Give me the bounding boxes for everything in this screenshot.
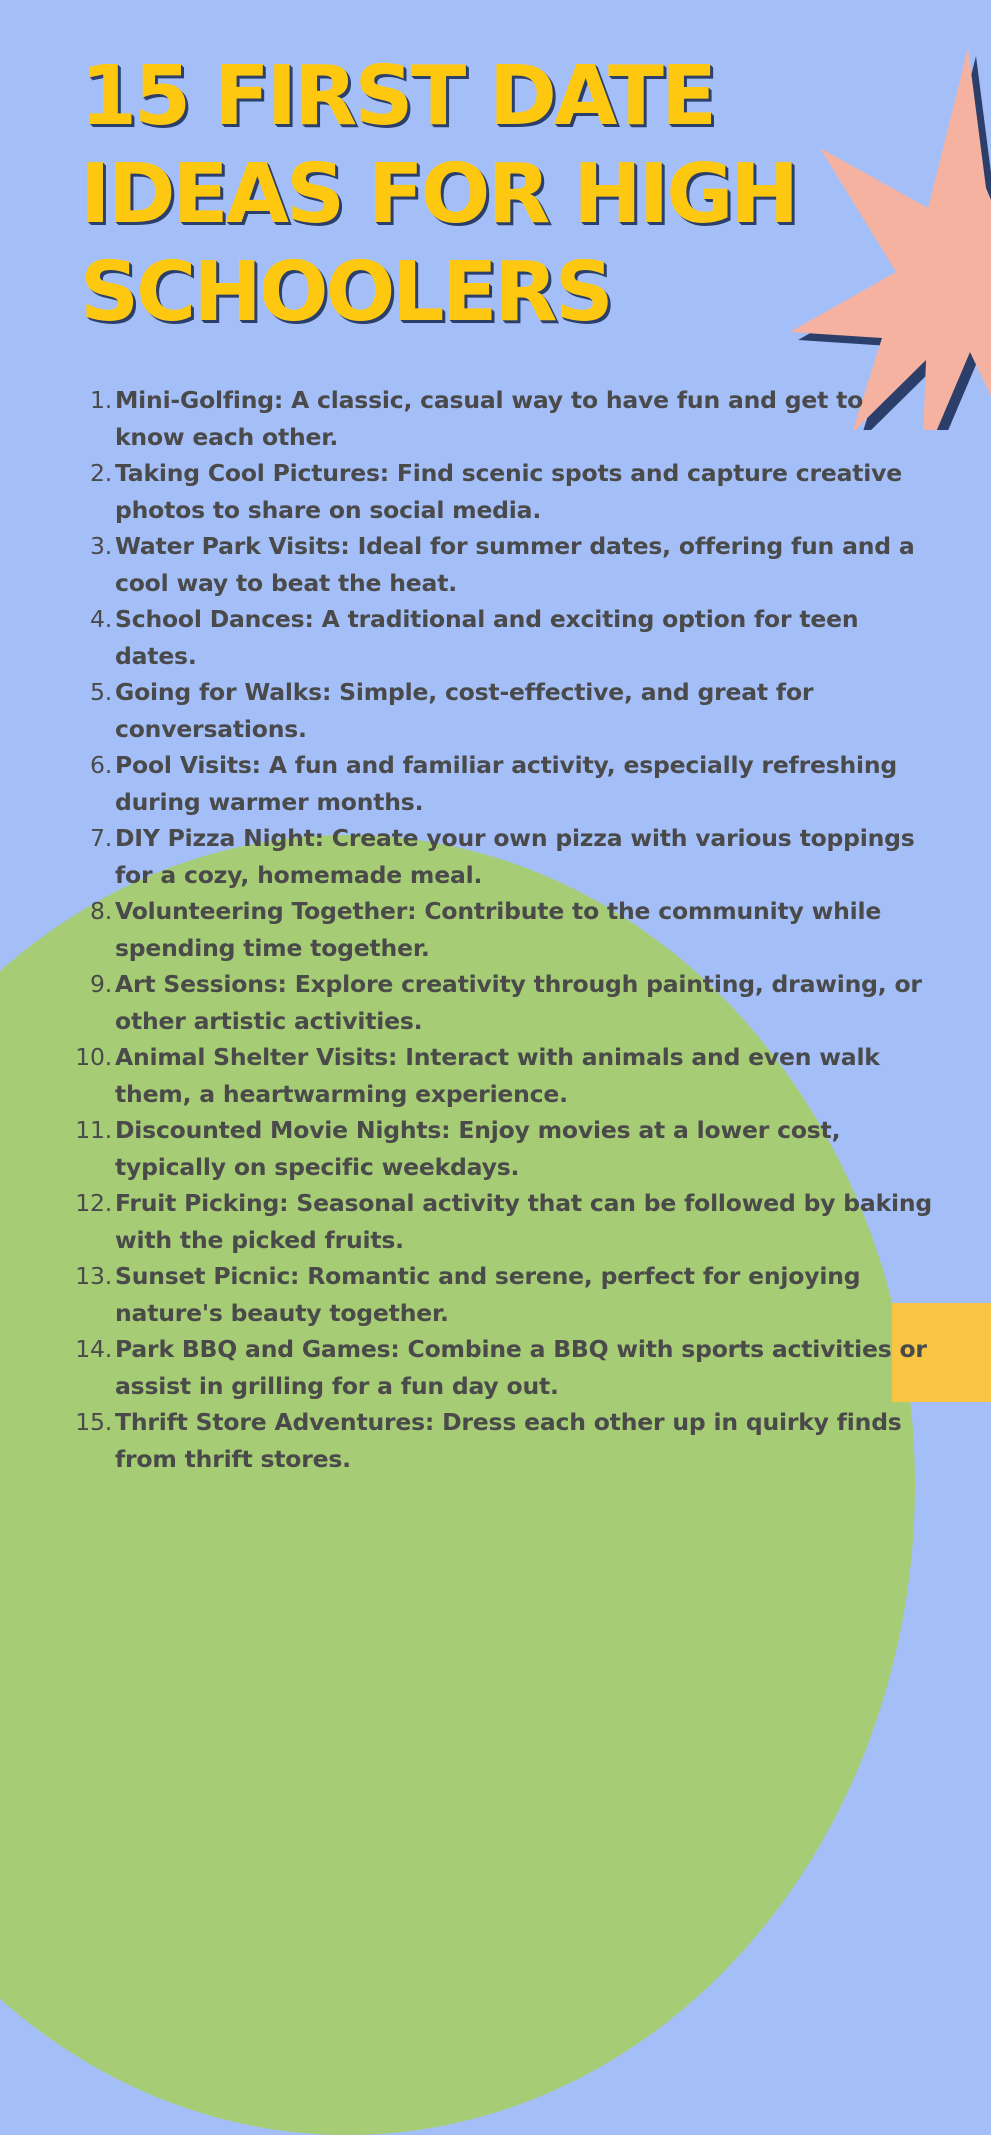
list-item bbox=[62, 1331, 932, 1404]
list-item-text: Taking Cool Pictures: Find scenic spots and capture creative photos to share on social media. bbox=[115, 459, 903, 524]
list-item bbox=[62, 455, 932, 528]
list-item bbox=[62, 747, 932, 820]
list-item-number: 3. bbox=[89, 532, 112, 560]
list-item-text: Fruit Picking: Seasonal activity that can be followed by baking with the picked fruits. bbox=[115, 1189, 933, 1254]
list-item-text: Water Park Visits: Ideal for summer dates, offering fun and a cool way to beat the heat. bbox=[115, 532, 915, 597]
list-item bbox=[62, 528, 932, 601]
list-item-text: Going for Walks: Simple, cost-effective, and great for conversations. bbox=[115, 678, 814, 743]
list-item bbox=[62, 1185, 932, 1258]
list-item-text: Thrift Store Adventures: Dress each other up in quirky finds from thrift stores. bbox=[115, 1408, 902, 1473]
list-item-number: 2. bbox=[89, 459, 112, 487]
list-item bbox=[62, 601, 932, 674]
list-item-text: Volunteering Together: Contribute to the community while spending time together. bbox=[115, 897, 882, 962]
list-item-number: 13. bbox=[75, 1262, 112, 1290]
date-ideas-list bbox=[62, 382, 932, 1477]
list-item-number: 8. bbox=[89, 897, 112, 925]
list-item bbox=[62, 1404, 932, 1477]
list-item-text: Discounted Movie Nights: Enjoy movies at a lower cost, typically on specific weekdays. bbox=[115, 1116, 841, 1181]
list-item-number: 12. bbox=[75, 1189, 112, 1217]
page-title: 15 FIRST DATE IDEAS FOR HIGH SCHOOLERS bbox=[80, 49, 797, 340]
list-item-number: 10. bbox=[75, 1043, 112, 1071]
list-item-number: 4. bbox=[89, 605, 112, 633]
list-item-number: 6. bbox=[89, 751, 112, 779]
list-item bbox=[62, 820, 932, 893]
list-item-text: Art Sessions: Explore creativity through painting, drawing, or other artistic activities. bbox=[115, 970, 922, 1035]
list-item-text: Park BBQ and Games: Combine a BBQ with sports activities or assist in grilling for a fun day out. bbox=[115, 1335, 927, 1400]
list-item bbox=[62, 1112, 932, 1185]
list-item-text: Mini-Golfing: A classic, casual way to have fun and get to know each other. bbox=[115, 386, 864, 451]
list-item-text: School Dances: A traditional and exciting option for teen dates. bbox=[115, 605, 859, 670]
list-item-number: 11. bbox=[75, 1116, 112, 1144]
list-item-text: Animal Shelter Visits: Interact with animals and even walk them, a heartwarming experience. bbox=[115, 1043, 880, 1108]
list-item-text: Sunset Picnic: Romantic and serene, perfect for enjoying nature's beauty together. bbox=[115, 1262, 861, 1327]
list-item bbox=[62, 382, 932, 455]
list-item bbox=[62, 674, 932, 747]
list-item bbox=[62, 966, 932, 1039]
list-item-number: 7. bbox=[89, 824, 112, 852]
list-item-number: 15. bbox=[75, 1408, 112, 1436]
list-item bbox=[62, 1258, 932, 1331]
list-item-number: 5. bbox=[89, 678, 112, 706]
list-item-number: 14. bbox=[75, 1335, 112, 1363]
list-item-text: Pool Visits: A fun and familiar activity, especially refreshing during warmer months. bbox=[115, 751, 898, 816]
list-item-text: DIY Pizza Night: Create your own pizza with various toppings for a cozy, homemade meal. bbox=[115, 824, 915, 889]
list-item bbox=[62, 893, 932, 966]
list-item-number: 1. bbox=[89, 386, 112, 414]
list-item-number: 9. bbox=[89, 970, 112, 998]
list-item bbox=[62, 1039, 932, 1112]
